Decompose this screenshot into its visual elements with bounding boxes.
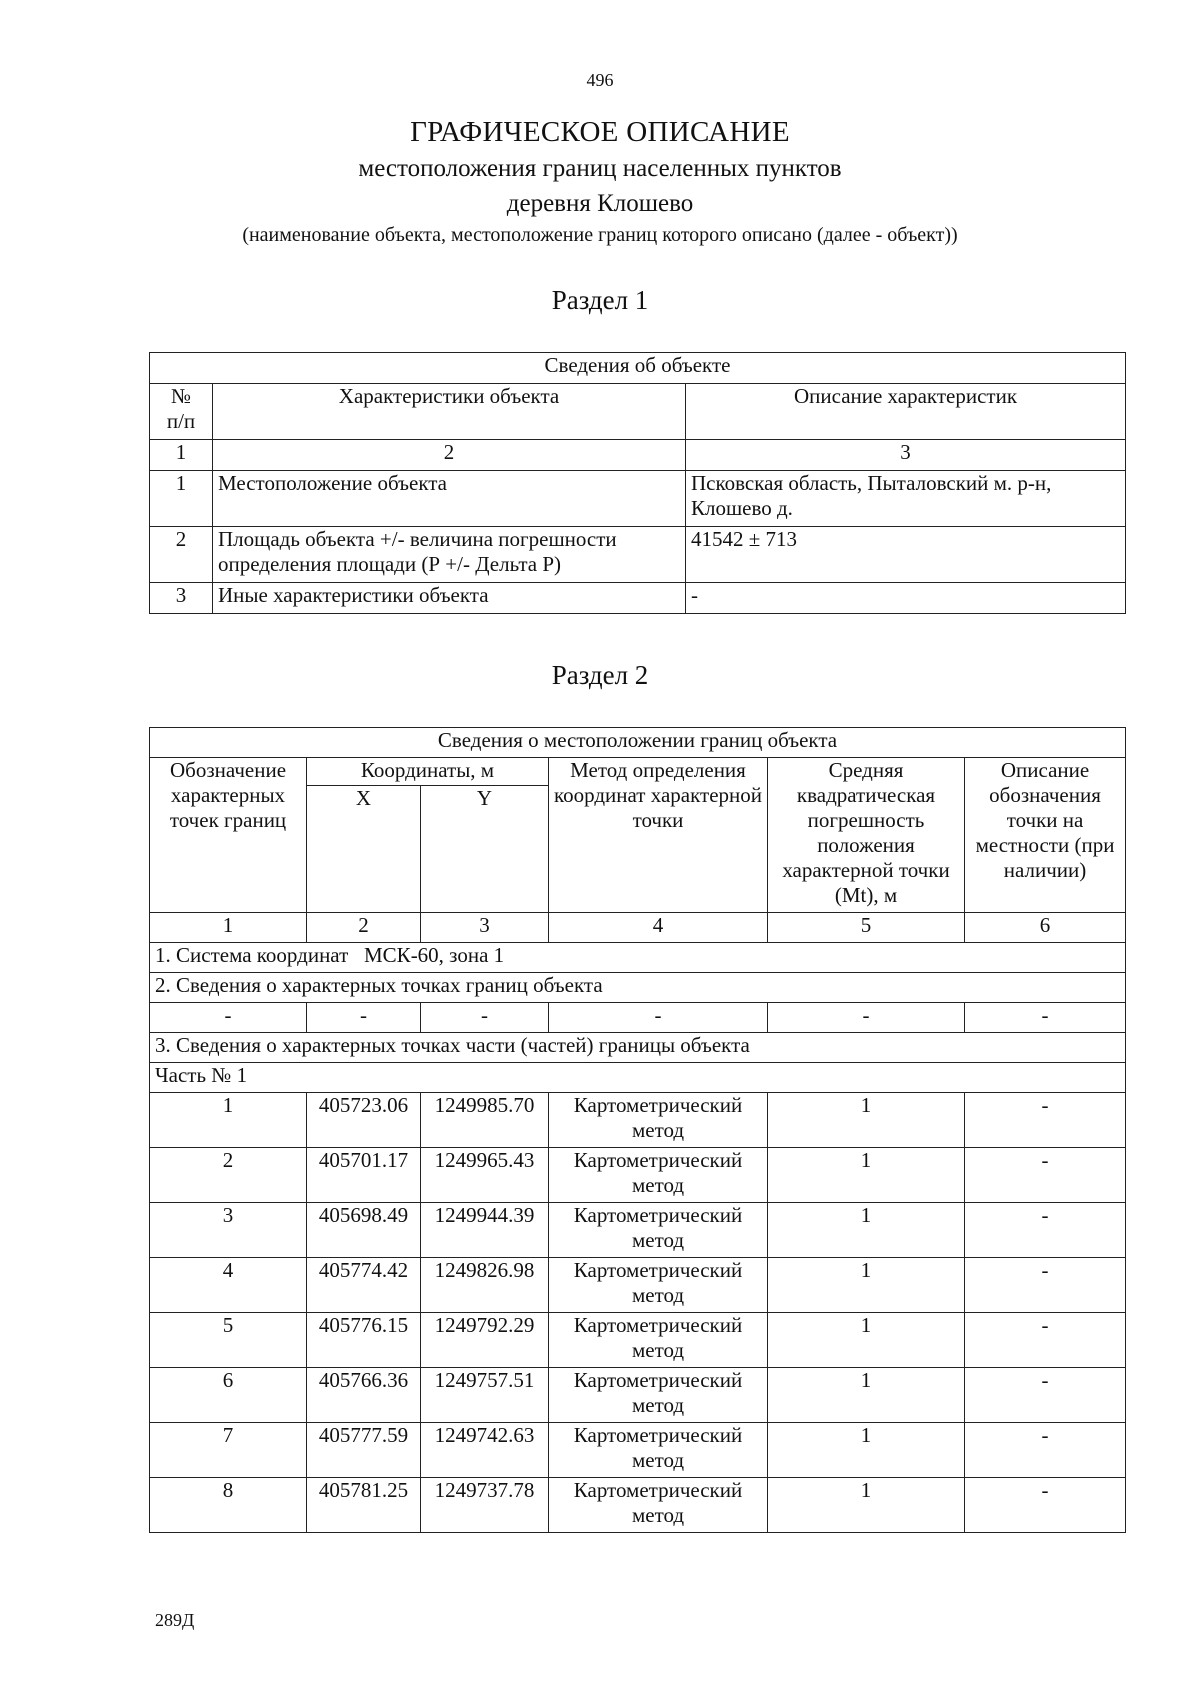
point-number: 5: [150, 1313, 307, 1368]
document-title: ГРАФИЧЕСКОЕ ОПИСАНИЕ: [410, 116, 790, 148]
point-description: -: [965, 1313, 1126, 1368]
table-row: [150, 1478, 1126, 1533]
row-characteristic: Иные характеристики объекта: [213, 583, 686, 614]
object-info-table: [149, 352, 1126, 614]
row-description: 41542 ± 713: [686, 527, 1126, 583]
point-x: 405701.17: [307, 1148, 421, 1203]
table-row: [150, 1093, 1126, 1148]
column-number: 1: [150, 913, 307, 943]
empty-cell: -: [549, 1003, 768, 1033]
point-description: -: [965, 1423, 1126, 1478]
object-name: деревня Клошево: [506, 190, 694, 217]
point-description: -: [965, 1258, 1126, 1313]
header-number-abbrev: п/п: [166, 409, 196, 433]
point-y: 1249737.78: [421, 1478, 549, 1533]
point-y: 1249965.43: [421, 1148, 549, 1203]
row-number: 1: [150, 471, 213, 527]
point-description: -: [965, 1203, 1126, 1258]
point-y: 1249944.39: [421, 1203, 549, 1258]
point-method: Картометрический метод: [549, 1093, 768, 1148]
point-method: Картометрический метод: [549, 1478, 768, 1533]
empty-cell: -: [421, 1003, 549, 1033]
point-accuracy: 1: [768, 1423, 965, 1478]
column-number: 5: [768, 913, 965, 943]
point-y: 1249826.98: [421, 1258, 549, 1313]
header-x: X: [307, 786, 421, 913]
column-number: 2: [213, 440, 686, 471]
column-number: 4: [549, 913, 768, 943]
empty-cell: -: [307, 1003, 421, 1033]
point-x: 405781.25: [307, 1478, 421, 1533]
row-number: 3: [150, 583, 213, 614]
table-row: [150, 527, 1126, 583]
row-characteristic: Местоположение объекта: [213, 471, 686, 527]
header-description: Описание характеристик: [686, 384, 1126, 440]
header-number-sign: №: [170, 384, 192, 408]
header-accuracy: Средняя квадратическая погрешность положения характерной точки (Mt), м: [768, 758, 965, 913]
point-description: -: [965, 1148, 1126, 1203]
page-number: 496: [586, 70, 614, 90]
point-x: 405766.36: [307, 1368, 421, 1423]
point-x: 405776.15: [307, 1313, 421, 1368]
object-name-note: (наименование объекта, местоположение границ которого описано (далее - объект)): [242, 224, 958, 246]
point-description: -: [965, 1478, 1126, 1533]
point-accuracy: 1: [768, 1258, 965, 1313]
table-row: [150, 1258, 1126, 1313]
point-number: 2: [150, 1148, 307, 1203]
column-number: 2: [307, 913, 421, 943]
point-number: 8: [150, 1478, 307, 1533]
point-x: 405777.59: [307, 1423, 421, 1478]
coordinate-system: 1. Система координат МСК-60, зона 1: [150, 943, 1126, 973]
point-method: Картометрический метод: [549, 1258, 768, 1313]
column-number: 6: [965, 913, 1126, 943]
empty-cell: -: [965, 1003, 1126, 1033]
header-y: Y: [421, 786, 549, 913]
table-row: [150, 1368, 1126, 1423]
point-x: 405723.06: [307, 1093, 421, 1148]
point-method: Картометрический метод: [549, 1313, 768, 1368]
point-y: 1249792.29: [421, 1313, 549, 1368]
point-accuracy: 1: [768, 1368, 965, 1423]
table-row: [150, 471, 1126, 527]
point-accuracy: 1: [768, 1313, 965, 1368]
point-accuracy: 1: [768, 1093, 965, 1148]
document-subtitle: местоположения границ населенных пунктов: [358, 155, 842, 182]
table-row: [150, 1313, 1126, 1368]
point-method: Картометрический метод: [549, 1368, 768, 1423]
point-x: 405774.42: [307, 1258, 421, 1313]
row-description: Псковская область, Пыталовский м. р-н, Клошево д.: [686, 471, 1126, 527]
row-description: -: [686, 583, 1126, 614]
boundary-points-table: [149, 727, 1126, 1533]
part-label: Часть № 1: [150, 1063, 1126, 1093]
header-number: [150, 384, 213, 440]
table-row: [150, 1203, 1126, 1258]
table-row: [150, 1423, 1126, 1478]
point-method: Картометрический метод: [549, 1203, 768, 1258]
empty-cell: -: [768, 1003, 965, 1033]
point-accuracy: 1: [768, 1203, 965, 1258]
point-number: 1: [150, 1093, 307, 1148]
header-point-designation: Обозначение характерных точек границ: [150, 758, 307, 913]
empty-cell: -: [150, 1003, 307, 1033]
table-row: [150, 583, 1126, 614]
header-method: Метод определения координат характерной точки: [549, 758, 768, 913]
point-y: 1249985.70: [421, 1093, 549, 1148]
column-number: 3: [421, 913, 549, 943]
row-characteristic: Площадь объекта +/- величина погрешности определения площади (Р +/- Дельта Р): [213, 527, 686, 583]
point-description: -: [965, 1093, 1126, 1148]
part-points-title: 3. Сведения о характерных точках части (частей) границы объекта: [150, 1033, 1126, 1063]
column-number: 3: [686, 440, 1126, 471]
point-number: 6: [150, 1368, 307, 1423]
point-accuracy: 1: [768, 1478, 965, 1533]
point-number: 3: [150, 1203, 307, 1258]
point-y: 1249742.63: [421, 1423, 549, 1478]
column-number: 1: [150, 440, 213, 471]
object-info-caption: Сведения об объекте: [150, 353, 1126, 384]
point-number: 7: [150, 1423, 307, 1478]
section-1-heading: Раздел 1: [551, 285, 649, 315]
footer-code: 289Д: [155, 1610, 195, 1630]
boundary-table-caption: Сведения о местоположении границ объекта: [150, 728, 1126, 758]
boundary-points-title: 2. Сведения о характерных точках границ объекта: [150, 973, 1126, 1003]
header-coordinates: Координаты, м: [307, 758, 549, 786]
table-row: [150, 1003, 1126, 1033]
table-row: [150, 1148, 1126, 1203]
header-point-description: Описание обозначения точки на местности (при наличии): [965, 758, 1126, 913]
point-description: -: [965, 1368, 1126, 1423]
point-method: Картометрический метод: [549, 1148, 768, 1203]
row-number: 2: [150, 527, 213, 583]
point-method: Картометрический метод: [549, 1423, 768, 1478]
point-accuracy: 1: [768, 1148, 965, 1203]
point-number: 4: [150, 1258, 307, 1313]
header-characteristics: Характеристики объекта: [213, 384, 686, 440]
point-x: 405698.49: [307, 1203, 421, 1258]
section-2-heading: Раздел 2: [551, 660, 649, 690]
point-y: 1249757.51: [421, 1368, 549, 1423]
